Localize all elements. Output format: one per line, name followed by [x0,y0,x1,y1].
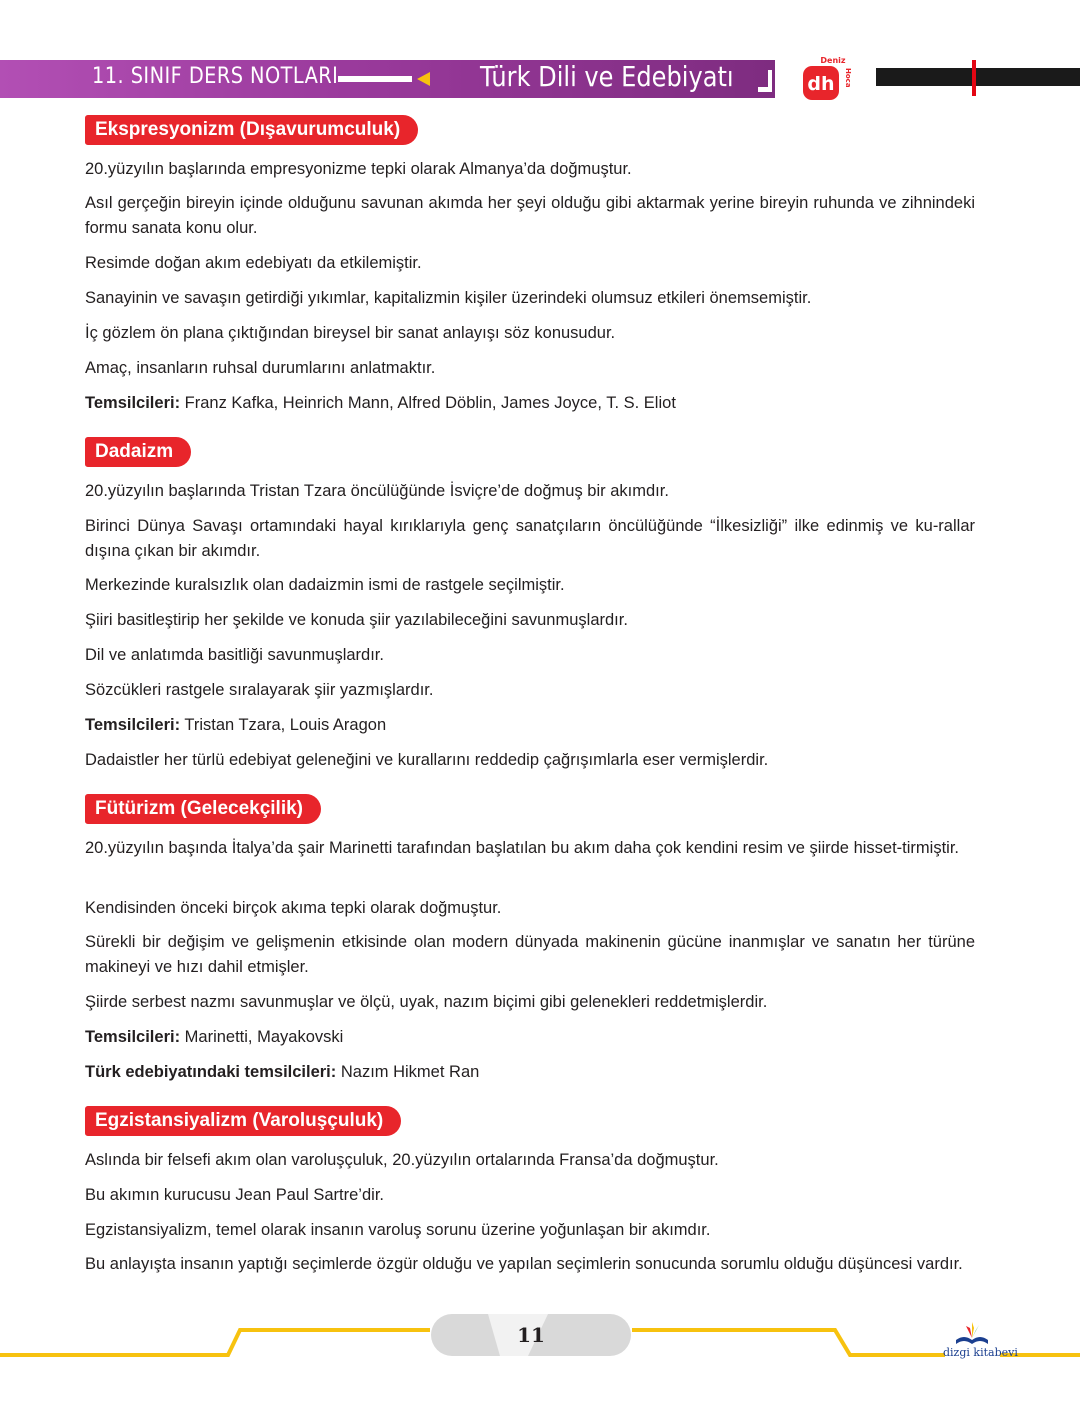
paragraph: Birinci Dünya Savaşı ortamındaki hayal kırıklarıyla genç sanatçıların öncülüğünde “İlkesizliği” ilke edinmiş ve ku-rallar dışına çıkan bir akımdır. [85,517,975,560]
header-black-bar [876,68,1080,86]
paragraph: 20.yüzyılın başında İtalya’da şair Marinetti tarafından başlatılan bu akım daha çok kendini resim ve şiirde hisset-tirmiştir. [85,839,959,857]
paragraph: Aslında bir felsefi akım olan varoluşçuluk, 20.yüzyılın ortalarında Fransa’da doğmuştur. [85,1151,719,1169]
deniz-hoca-logo [801,56,853,102]
section-title-futurizm: Fütürizm (Gelecekçilik) [85,794,321,824]
header-arrow-icon [417,72,430,86]
representatives-label: Temsilcileri: [85,1028,181,1046]
paragraph: Şiiri basitleştirip her şekilde ve konuda şiir yazılabileceğini savunmuşlardır. [85,611,628,629]
header-course-title: 11. SINIF DERS NOTLARI [92,64,339,89]
logo-side-text: Hoca [844,68,852,88]
representatives-label: Temsilcileri: [85,394,181,412]
brand-name: dizgi kitabevi [943,1346,1018,1359]
section-title-egzistansiyalizm: Egzistansiyalizm (Varoluşçuluk) [85,1106,401,1136]
paragraph: Kendisinden önceki birçok akıma tepki olarak doğmuştur. [85,899,502,917]
paragraph: Sözcükleri rastgele sıralayarak şiir yazmışlardır. [85,681,434,699]
logo-mark-text: dh [807,73,835,95]
turkish-representatives-line [85,1060,975,1085]
paragraph: 20.yüzyılın başlarında Tristan Tzara öncülüğünde İsviçre’de doğmuş bir akımdır. [85,482,669,500]
logo-top-text: Deniz [820,56,846,65]
page-number: 11 [517,1323,545,1347]
representatives-line [85,391,975,416]
header-subject-title: Türk Dili ve Edebiyatı [480,60,734,93]
book-logo-icon [952,1320,992,1348]
paragraph: Bu akımın kurucusu Jean Paul Sartre’dir. [85,1186,384,1204]
paragraph: Egzistansiyalizm, temel olarak insanın varoluş sorunu üzerine yoğunlaşan bir akımdır. [85,1221,711,1239]
paragraph: İç gözlem ön plana çıktığından bireysel bir sanat anlayışı söz konusudur. [85,324,616,342]
paragraph: Şiirde serbest nazmı savunmuşlar ve ölçü, uyak, nazım biçimi gibi gelenekleri reddetmişlerdir. [85,993,768,1011]
section-title-ekspresyonizm: Ekspresyonizm (Dışavurumculuk) [85,115,418,145]
turkish-representatives-label: Türk edebiyatındaki temsilcileri: [85,1063,337,1081]
header-red-tick [972,60,976,96]
header-corner-icon [754,66,774,92]
section-title-dadaizm: Dadaizm [85,437,191,467]
paragraph: Bu anlayışta insanın yaptığı seçimlerde özgür olduğu ve yapılan seçimlerin sonucunda sorumlu olduğu düşüncesi vardır. [85,1255,963,1273]
representatives-value: Tristan Tzara, Louis Aragon [180,716,387,734]
paragraph: Sanayinin ve savaşın getirdiği yıkımlar, kapitalizmin kişiler üzerindeki olumsuz etkileri önemsemiştir. [85,289,812,307]
paragraph: Amaç, insanların ruhsal durumlarını anlatmaktır. [85,359,436,377]
paragraph: Sürekli bir değişim ve gelişmenin etkisinde olan modern dünyada makinenin gücüne inanmışlar ve sanatın her türüne makineyi ve hızı dahil etmişler. [85,933,975,976]
representatives-value: Franz Kafka, Heinrich Mann, Alfred Döblin, James Joyce, T. S. Eliot [180,394,676,412]
paragraph: Dadaistler her türlü edebiyat geleneğini ve kurallarını reddedip çağrışımlarla eser vermişlerdir. [85,751,769,769]
header-divider-line [338,76,412,82]
representatives-line [85,713,975,738]
paragraph: Resimde doğan akım edebiyatı da etkilemiştir. [85,254,422,272]
paragraph: Asıl gerçeğin bireyin içinde olduğunu savunan akımda her şeyi olduğu gibi aktarmak yerine bireyin ruhunda ve zihnindeki formu sanata konu olur. [85,194,975,237]
turkish-representatives-value: Nazım Hikmet Ran [336,1063,480,1081]
paragraph: Dil ve anlatımda basitliği savunmuşlardır. [85,646,384,664]
representatives-line [85,1025,975,1050]
representatives-value: Marinetti, Mayakovski [180,1028,344,1046]
paragraph: 20.yüzyılın başlarında empresyonizme tepki olarak Almanya’da doğmuştur. [85,160,632,178]
paragraph: Merkezinde kuralsızlık olan dadaizmin ismi de rastgele seçilmiştir. [85,576,565,594]
representatives-label: Temsilcileri: [85,716,181,734]
